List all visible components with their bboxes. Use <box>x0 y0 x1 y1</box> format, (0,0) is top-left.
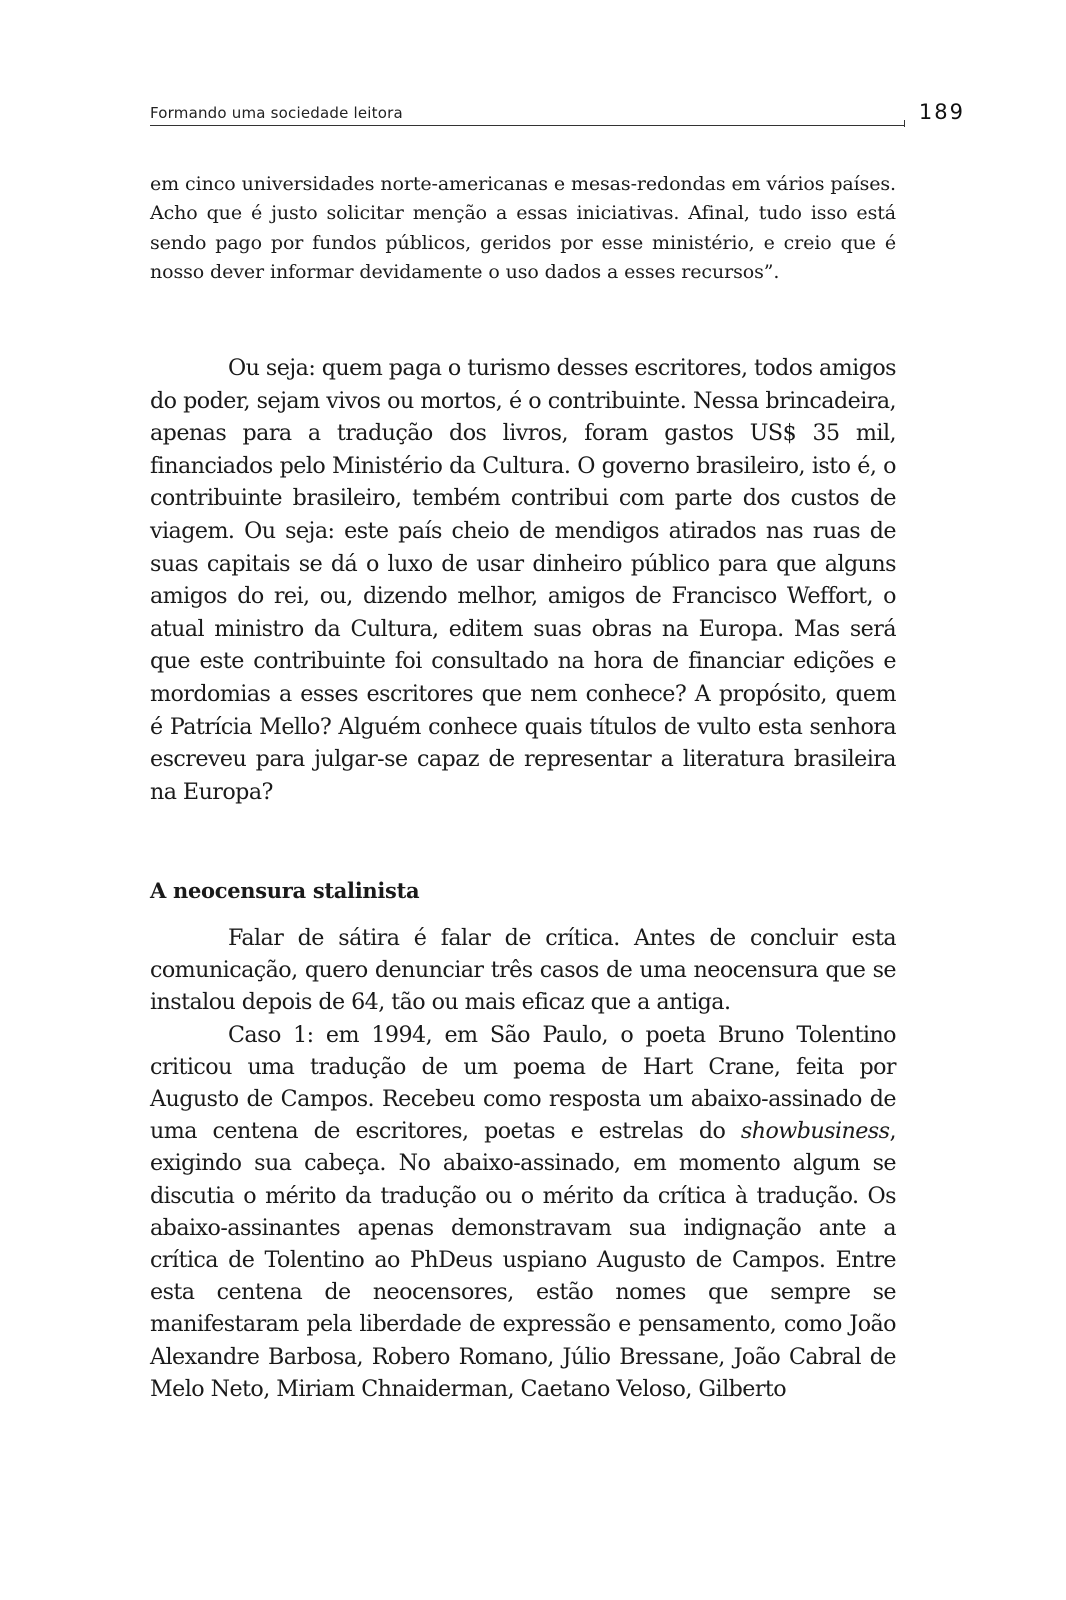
header-rule <box>150 125 905 126</box>
page-header <box>150 100 965 130</box>
section-heading: A neocensura stalinista <box>150 878 420 903</box>
body-paragraph: Ou seja: quem paga o turismo desses escritores, todos amigos do poder, sejam vivos ou mortos, é o contribuinte. Nessa brincadeira, apenas para a tradução dos livros, foram gastos US$ 35 mil, financiados pelo Ministério da Cultura. O governo brasileiro, isto é, o contribuinte brasileiro, tembém contribui com parte dos custos de viagem. Ou seja: este país cheio de mendigos atirados nas ruas de suas capitais se dá o luxo de usar dinheiro público para que alguns amigos do rei, ou, dizendo melhor, amigos de Francisco Weffort, o atual ministro da Cultura, editem suas obras na Europa. Mas será que este contribuinte foi consultado na hora de financiar edições e mordomias a esses escritores que nem conhece? A propósito, quem é Patrícia Mello? Alguém conhece quais títulos de vulto esta senhora escreveu para julgar-se capaz de representar a literatura brasileira na Europa? <box>150 355 896 805</box>
section-paragraph-1: Falar de sátira é falar de crítica. Antes de concluir esta comunicação, quero denunciar três casos de uma neocensura que se instalou depois de 64, tão ou mais eficaz que a antiga. <box>150 925 896 1016</box>
running-head: Formando uma sociedade leitora <box>150 104 403 122</box>
header-rule-tick <box>904 120 905 127</box>
quoted-passage: em cinco universidades norte-americanas e mesas-redondas em vários países. Acho que é justo solicitar menção a essas iniciativas. Afinal, tudo isso está sendo pago por fundos públicos, geridos por esse ministério, e creio que é nosso dever informar devidamente o uso dados a esses recursos”. <box>150 173 896 283</box>
paragraph-text: Caso 1: em 1994, em São Paulo, o poeta Bruno Tolentino criticou uma tradução de um poema de Hart Crane, feita por Augusto de Campos. Recebeu como resposta um abaixo-assinado de uma centena de escritores, poetas e estrelas do <box>150 1021 896 1145</box>
page-number: 189 <box>918 100 965 124</box>
paragraph-text: , exigindo sua cabeça. No abaixo-assinado, em momento algum se discutia o mérito da tradução ou o mérito da crítica à tradução. Os abaixo-assinantes apenas demonstravam sua indignação ante a crítica de Tolentino ao PhDeus uspiano Augusto de Campos. Entre esta centena de neocensores, estão nomes que sempre se manifestaram pela liberdade de expressão e pensamento, como João Alexandre Barbosa, Robero Romano, Júlio Bressane, João Cabral de Melo Neto, Miriam Chnaiderman, Caetano Veloso, Gilberto <box>150 1118 896 1402</box>
section-body <box>150 922 896 1405</box>
section-paragraph-2 <box>150 1019 896 1405</box>
italic-term: showbusiness <box>740 1118 890 1145</box>
